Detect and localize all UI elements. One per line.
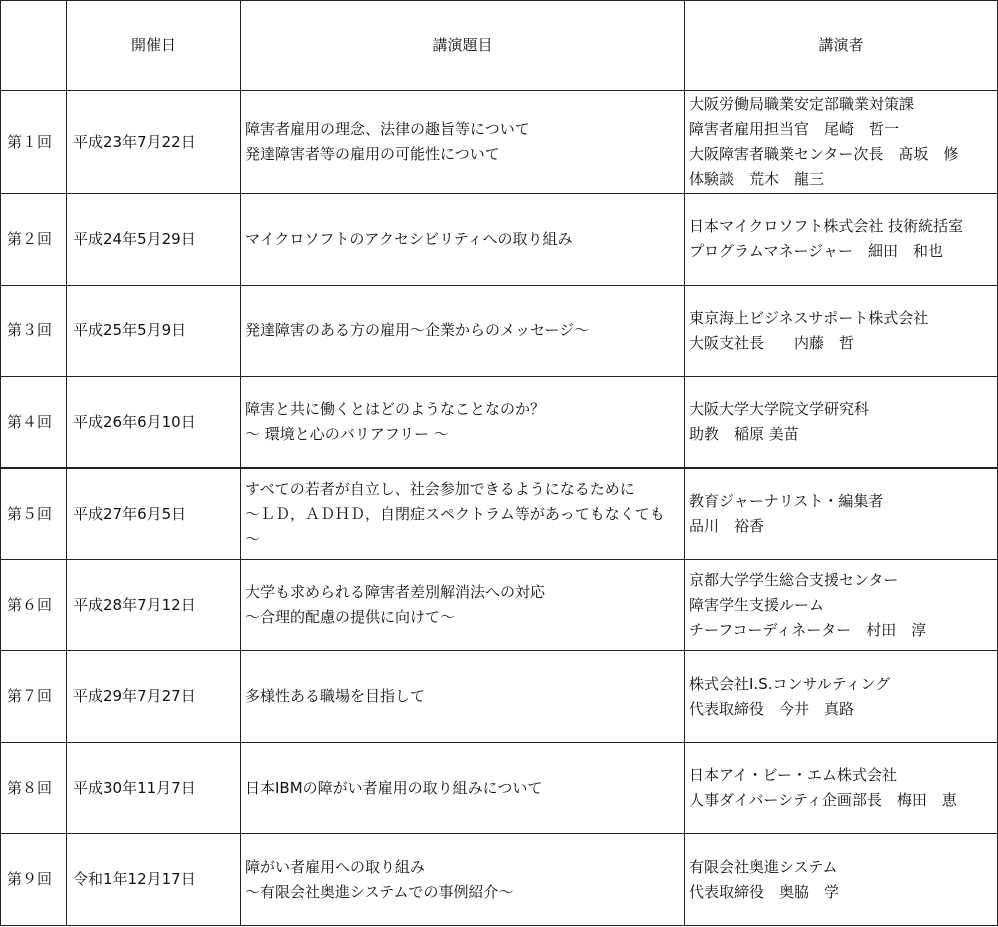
session-date: 令和1年12月17日 <box>67 834 241 926</box>
title-line: すべての若者が自立し、社会参加できるようになるために <box>245 479 635 498</box>
speaker-line: 教育ジャーナリスト・編集者 <box>689 492 884 510</box>
session-title <box>241 651 685 742</box>
header-title: 講演題目 <box>241 1 685 91</box>
speaker-line: チーフコーディネーター 村田 淳 <box>689 620 927 639</box>
session-number: 第７回 <box>1 651 67 742</box>
title-line: 障がい者雇用への取り組み <box>245 857 426 876</box>
speaker-line: 障害者雇用担当官 尾崎 哲一 <box>689 120 900 139</box>
table-row <box>1 559 998 650</box>
table-row <box>1 285 998 376</box>
speaker-line: 体験談 荒木 龍三 <box>689 170 825 189</box>
session-title <box>241 559 685 650</box>
title-line: 障害者雇用の理念、法律の趣旨等について <box>245 120 530 139</box>
session-speaker <box>685 742 998 833</box>
session-title <box>241 91 685 194</box>
speaker-line: 有限会社奥進システム <box>689 857 838 876</box>
header-row <box>1 1 998 91</box>
speaker-line: プログラムマネージャー 細田 和也 <box>689 242 943 261</box>
session-number: 第９回 <box>1 834 67 926</box>
session-speaker <box>685 468 998 559</box>
title-line: 障害と共に働くとはどのようなことなのか？ <box>245 400 546 419</box>
session-speaker <box>685 651 998 742</box>
session-title <box>241 468 685 559</box>
speaker-line: 大阪労働局職業安定部職業対策課 <box>689 95 915 114</box>
header-speaker: 講演者 <box>685 1 998 91</box>
speaker-line: 代表取締役 奥脇 学 <box>689 882 840 901</box>
session-speaker <box>685 559 998 650</box>
speaker-line: 日本マイクロソフト株式会社 技術統括室 <box>689 217 964 236</box>
session-date: 平成26年6月10日 <box>67 377 241 468</box>
table-row <box>1 91 998 194</box>
session-speaker <box>685 834 998 926</box>
session-title <box>241 834 685 926</box>
title-line: ～ 環境と心のバリアフリー ～ <box>245 425 449 444</box>
session-date: 平成25年5月9日 <box>67 285 241 376</box>
session-title <box>241 285 685 376</box>
session-number: 第５回 <box>1 468 67 559</box>
title-line: 発達障害者等の雇用の可能性について <box>245 145 500 164</box>
speaker-line: 品川 裕香 <box>689 517 765 535</box>
session-speaker <box>685 285 998 376</box>
title-line: ～有限会社奥進システムでの事例紹介～ <box>245 882 514 901</box>
table-row <box>1 194 998 285</box>
session-title <box>241 377 685 468</box>
session-date: 平成23年7月22日 <box>67 91 241 194</box>
session-number: 第１回 <box>1 91 67 194</box>
speaker-line: 大阪障害者職業センター次長 髙坂 修 <box>689 145 959 164</box>
title-line: ～ <box>245 529 261 548</box>
session-date: 平成28年7月12日 <box>67 559 241 650</box>
session-speaker <box>685 194 998 285</box>
session-number: 第２回 <box>1 194 67 285</box>
title-line: 発達障害のある方の雇用～企業からのメッセージ～ <box>245 321 590 340</box>
session-number: 第８回 <box>1 742 67 833</box>
title-line: 大学も求められる障害者差別解消法への対応 <box>245 583 546 602</box>
session-date: 平成30年11月7日 <box>67 742 241 833</box>
table-row <box>1 468 998 559</box>
speaker-line: 助教 稲原 美苗 <box>689 425 799 444</box>
session-title <box>241 194 685 285</box>
session-date: 平成24年5月29日 <box>67 194 241 285</box>
session-date: 平成29年7月27日 <box>67 651 241 742</box>
session-number: 第３回 <box>1 285 67 376</box>
speaker-line: 日本アイ・ビー・エム株式会社 <box>689 766 898 785</box>
title-line: 日本IBMの障がい者雇用の取り組みについて <box>245 778 543 797</box>
session-speaker <box>685 91 998 194</box>
speaker-line: 東京海上ビジネスサポート株式会社 <box>689 308 929 327</box>
session-date: 平成27年6月5日 <box>67 468 241 559</box>
table-row <box>1 834 998 926</box>
title-line: 多様性ある職場を目指して <box>245 687 426 706</box>
table-row <box>1 742 998 833</box>
speaker-line: 代表取締役 今井 真路 <box>689 699 855 718</box>
title-line: ～合理的配慮の提供に向けて～ <box>245 608 456 627</box>
session-number: 第４回 <box>1 377 67 468</box>
table-body <box>1 1 998 926</box>
speaker-line: 大阪大学大学院文学研究科 <box>689 400 870 419</box>
header-number <box>1 1 67 91</box>
session-number: 第６回 <box>1 559 67 650</box>
table-row <box>1 651 998 742</box>
title-line: マイクロソフトのアクセシビリティへの取り組み <box>245 229 573 248</box>
header-date: 開催日 <box>67 1 241 91</box>
speaker-line: 京都大学学生総合支援センター <box>689 570 899 589</box>
speaker-line: 障害学生支援ルーム <box>689 595 825 614</box>
speaker-line: 大阪支社長 内藤 哲 <box>689 333 855 352</box>
speaker-line: 株式会社I.S.コンサルティング <box>689 674 891 693</box>
session-title <box>241 742 685 833</box>
session-speaker <box>685 377 998 468</box>
speaker-line: 人事ダイバーシティ企画部長 梅田 恵 <box>689 791 957 810</box>
table-row <box>1 377 998 468</box>
title-line: ～ＬＤ，ＡＤＨＤ，自閉症スペクトラム等があってもなくても <box>245 504 665 523</box>
